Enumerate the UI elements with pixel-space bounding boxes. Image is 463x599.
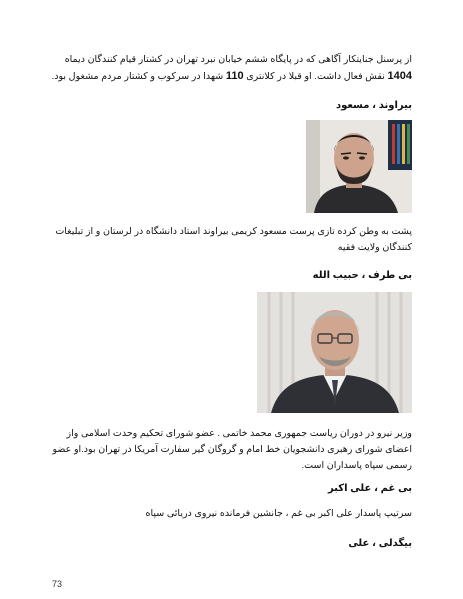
entry-name: بیراوند ، مسعود (335, 100, 412, 111)
bio-number: 1404 (387, 70, 412, 82)
portrait-photo (306, 120, 412, 213)
entry-name: بی غم ، علی اکبر (327, 483, 412, 494)
entry-bio: سرتیپ پاسدار علی اکبر بی غم ، جانشین فرمانده نیروی دریائی سپاه (145, 508, 412, 519)
entry-name: بی طرف ، حبیب الله (312, 270, 412, 281)
entry-bio: پشت به وطن کرده تازی پرست مسعود کریمی بیراوند استاد دانشگاه در لرستان و از تبلیغات کنندگان ولایت فقیه (55, 226, 412, 253)
portrait-photo (257, 292, 412, 413)
bio-text: از پرسنل جنایتکار آگاهی که در پایگاه ششم خیابان نبرد تهران در کشتار قیام کنندگان دیماه (64, 54, 412, 65)
entry-bio: وزیر نیرو در دوران ریاست جمهوری محمد خاتمی . عضو شورای تحکیم وحدت اسلامی واز اعضای شورای رهبری دانشجویان خط امام و گروگان گیر سفارت آمریکا در تهران بود.او عضو رسمی سپاه پاسداران است. (52, 428, 412, 471)
bio-text: نقش فعال داشت. او قبلا در کلانتری (243, 71, 388, 82)
bio-text: شهدا در سرکوب و کشتار مردم مشغول بود. (51, 71, 226, 82)
bio-number: 110 (225, 70, 244, 82)
entry-bio (48, 52, 412, 85)
page-number: 73 (52, 579, 63, 589)
entry-name: بیگدلی ، علی (348, 538, 412, 549)
